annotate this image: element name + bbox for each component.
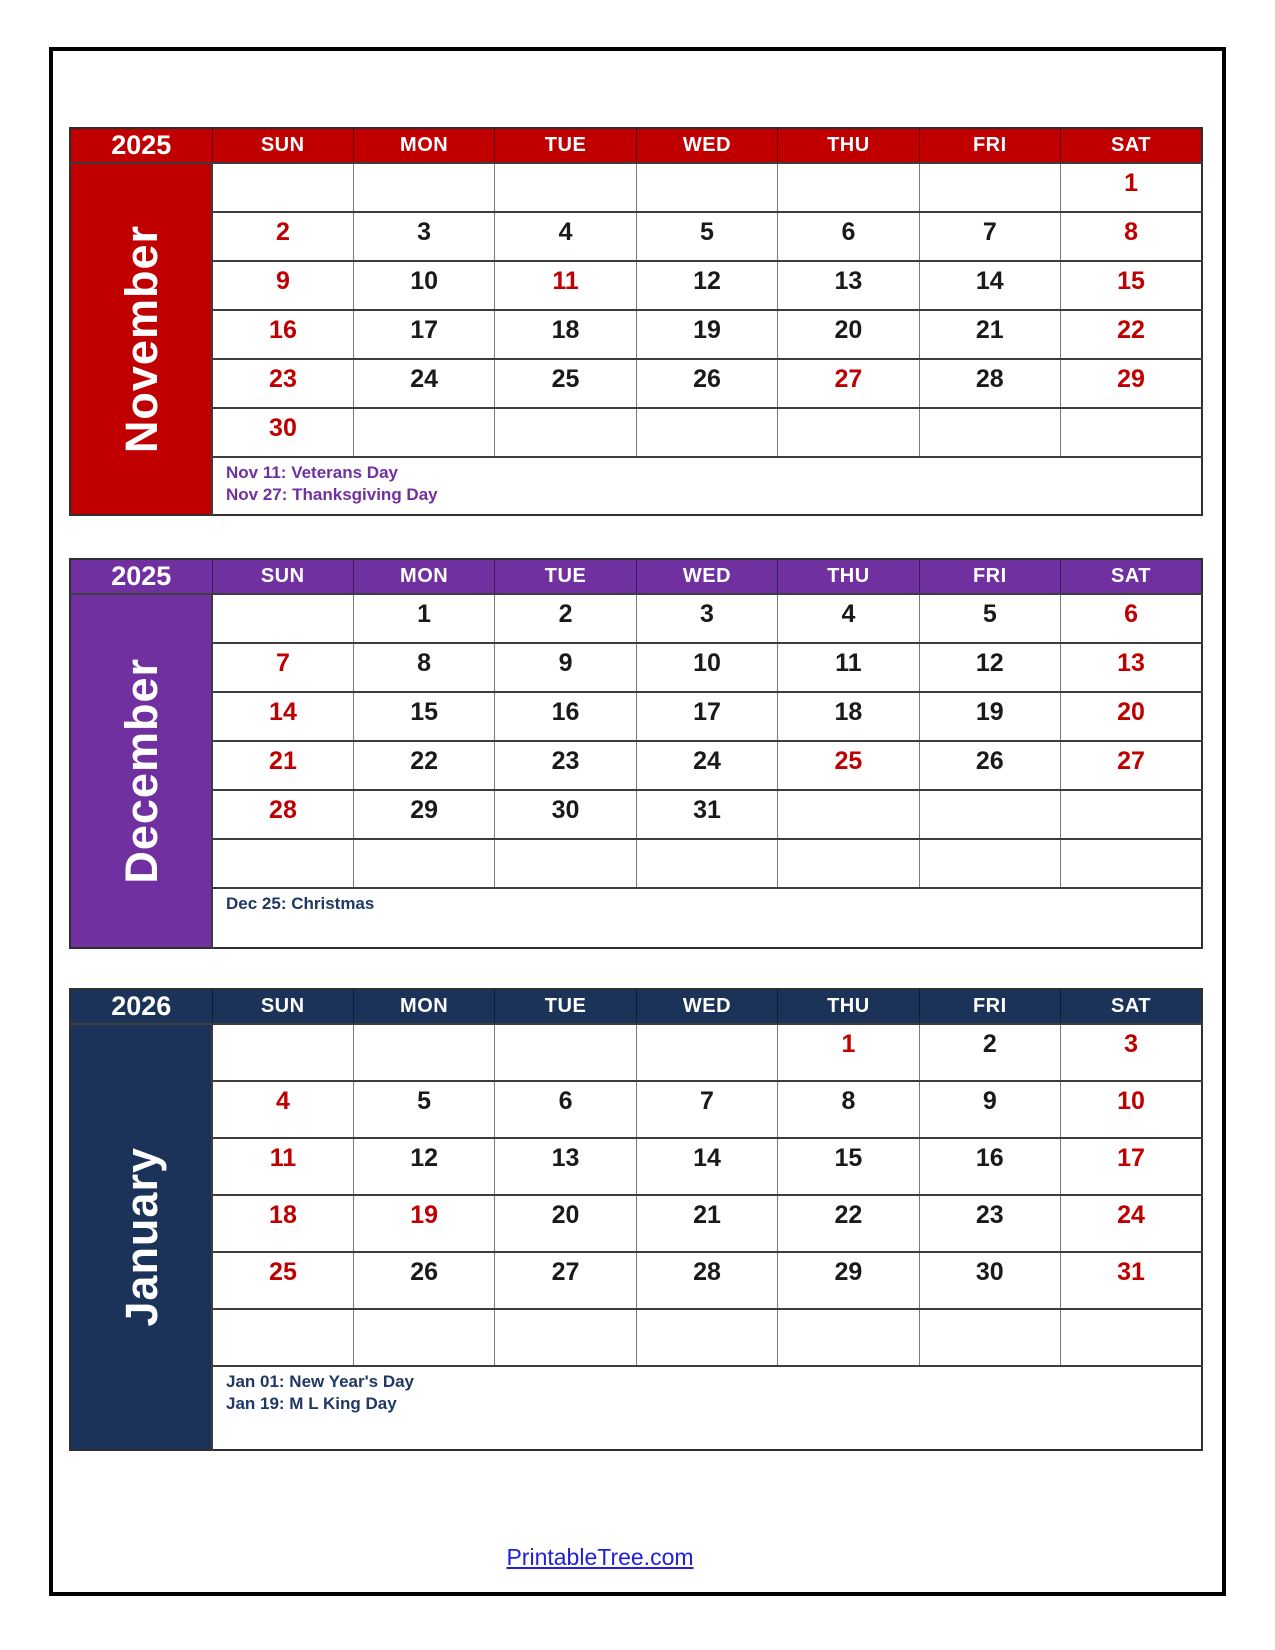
day-cell-12: 12	[919, 643, 1060, 692]
day-cell-21: 21	[919, 310, 1060, 359]
day-cell-28: 28	[919, 359, 1060, 408]
day-cell-30: 30	[495, 790, 636, 839]
weekday-header-mon: MON	[353, 989, 494, 1024]
day-cell-14: 14	[919, 261, 1060, 310]
day-cell-18: 18	[212, 1195, 353, 1252]
week-row	[70, 359, 1202, 408]
day-cell-17: 17	[1061, 1138, 1202, 1195]
day-cell-29: 29	[778, 1252, 919, 1309]
month-name-column-november-2025	[70, 163, 212, 515]
week-row	[70, 1081, 1202, 1138]
week-row	[70, 310, 1202, 359]
day-cell-13: 13	[495, 1138, 636, 1195]
day-cell-28: 28	[212, 790, 353, 839]
day-cell-6: 6	[778, 212, 919, 261]
day-cell-3: 3	[1061, 1024, 1202, 1081]
day-cell-15: 15	[778, 1138, 919, 1195]
day-cell-20: 20	[1061, 692, 1202, 741]
printabletree-link[interactable]: PrintableTree.com	[506, 1544, 694, 1570]
week-row	[70, 594, 1202, 643]
day-cell-empty	[1061, 790, 1202, 839]
day-cell-21: 21	[212, 741, 353, 790]
day-cell-19: 19	[919, 692, 1060, 741]
day-cell-19: 19	[353, 1195, 494, 1252]
day-cell-empty	[212, 594, 353, 643]
weekday-header-sun: SUN	[212, 559, 353, 594]
day-cell-10: 10	[636, 643, 777, 692]
day-cell-29: 29	[1061, 359, 1202, 408]
day-cell-17: 17	[636, 692, 777, 741]
week-row	[70, 1252, 1202, 1309]
holiday-line: Dec 25: Christmas	[226, 894, 375, 913]
day-cell-empty	[919, 163, 1060, 212]
day-cell-4: 4	[778, 594, 919, 643]
day-cell-14: 14	[636, 1138, 777, 1195]
weekday-header-sat: SAT	[1061, 989, 1202, 1024]
weekday-header-sat: SAT	[1061, 128, 1202, 163]
day-cell-11: 11	[495, 261, 636, 310]
weekday-header-sun: SUN	[212, 989, 353, 1024]
day-cell-2: 2	[495, 594, 636, 643]
day-cell-16: 16	[495, 692, 636, 741]
day-cell-empty	[495, 163, 636, 212]
day-cell-10: 10	[1061, 1081, 1202, 1138]
day-cell-empty	[778, 839, 919, 888]
day-cell-empty	[636, 839, 777, 888]
day-cell-6: 6	[1061, 594, 1202, 643]
day-cell-7: 7	[636, 1081, 777, 1138]
day-cell-8: 8	[778, 1081, 919, 1138]
day-cell-9: 9	[212, 261, 353, 310]
day-cell-27: 27	[1061, 741, 1202, 790]
month-name-vertical: December	[115, 658, 167, 884]
day-cell-9: 9	[919, 1081, 1060, 1138]
day-cell-empty	[1061, 1309, 1202, 1366]
day-cell-empty	[919, 839, 1060, 888]
day-cell-empty	[212, 1309, 353, 1366]
day-cell-empty	[495, 408, 636, 457]
day-cell-empty	[636, 1024, 777, 1081]
day-cell-26: 26	[919, 741, 1060, 790]
day-cell-20: 20	[495, 1195, 636, 1252]
day-cell-30: 30	[212, 408, 353, 457]
day-cell-15: 15	[353, 692, 494, 741]
day-cell-18: 18	[495, 310, 636, 359]
day-cell-10: 10	[353, 261, 494, 310]
week-row	[70, 643, 1202, 692]
weekday-header-wed: WED	[636, 989, 777, 1024]
holiday-line: Jan 19: M L King Day	[226, 1394, 397, 1414]
day-cell-20: 20	[778, 310, 919, 359]
holidays-note-january-2026	[212, 1366, 1202, 1450]
day-cell-12: 12	[353, 1138, 494, 1195]
day-cell-7: 7	[919, 212, 1060, 261]
day-cell-2: 2	[919, 1024, 1060, 1081]
day-cell-25: 25	[212, 1252, 353, 1309]
day-cell-16: 16	[212, 310, 353, 359]
day-cell-empty	[495, 1309, 636, 1366]
day-cell-empty	[778, 408, 919, 457]
day-cell-5: 5	[919, 594, 1060, 643]
day-cell-empty	[636, 408, 777, 457]
year-label-january-2026: 2026	[70, 989, 212, 1024]
week-row	[70, 1138, 1202, 1195]
day-cell-2: 2	[212, 212, 353, 261]
weekday-header-fri: FRI	[919, 128, 1060, 163]
week-row	[70, 692, 1202, 741]
day-cell-empty	[636, 163, 777, 212]
day-cell-30: 30	[919, 1252, 1060, 1309]
weekday-header-thu: THU	[778, 989, 919, 1024]
month-name-vertical: January	[115, 1147, 167, 1327]
day-cell-22: 22	[353, 741, 494, 790]
month-name-vertical: November	[115, 224, 167, 454]
day-cell-empty	[636, 1309, 777, 1366]
weekday-header-fri: FRI	[919, 559, 1060, 594]
day-cell-17: 17	[353, 310, 494, 359]
day-cell-9: 9	[495, 643, 636, 692]
day-cell-empty	[919, 790, 1060, 839]
day-cell-empty	[778, 790, 919, 839]
footer	[0, 1544, 1200, 1571]
week-row	[70, 1309, 1202, 1366]
day-cell-18: 18	[778, 692, 919, 741]
holidays-note-november-2025	[212, 457, 1202, 515]
day-cell-27: 27	[495, 1252, 636, 1309]
day-cell-24: 24	[636, 741, 777, 790]
day-cell-11: 11	[778, 643, 919, 692]
day-cell-empty	[919, 408, 1060, 457]
day-cell-26: 26	[636, 359, 777, 408]
day-cell-23: 23	[495, 741, 636, 790]
year-label-november-2025: 2025	[70, 128, 212, 163]
day-cell-27: 27	[778, 359, 919, 408]
week-row	[70, 163, 1202, 212]
weekday-header-thu: THU	[778, 128, 919, 163]
week-row	[70, 261, 1202, 310]
day-cell-29: 29	[353, 790, 494, 839]
day-cell-13: 13	[1061, 643, 1202, 692]
day-cell-empty	[495, 839, 636, 888]
holiday-line: Jan 01: New Year's Day	[226, 1372, 415, 1391]
calendar-december-2025	[69, 558, 1203, 949]
holiday-line: Nov 11: Veterans Day	[226, 463, 398, 482]
calendar-january-2026	[69, 988, 1203, 1451]
day-cell-14: 14	[212, 692, 353, 741]
weekday-header-sun: SUN	[212, 128, 353, 163]
week-row	[70, 839, 1202, 888]
day-cell-31: 31	[1061, 1252, 1202, 1309]
week-row	[70, 408, 1202, 457]
weekday-header-mon: MON	[353, 128, 494, 163]
day-cell-5: 5	[636, 212, 777, 261]
day-cell-empty	[353, 839, 494, 888]
day-cell-8: 8	[1061, 212, 1202, 261]
week-row	[70, 790, 1202, 839]
day-cell-28: 28	[636, 1252, 777, 1309]
calendar-november-2025	[69, 127, 1203, 516]
day-cell-23: 23	[212, 359, 353, 408]
day-cell-empty	[919, 1309, 1060, 1366]
year-label-december-2025: 2025	[70, 559, 212, 594]
day-cell-8: 8	[353, 643, 494, 692]
day-cell-11: 11	[212, 1138, 353, 1195]
day-cell-25: 25	[495, 359, 636, 408]
day-cell-7: 7	[212, 643, 353, 692]
weekday-header-thu: THU	[778, 559, 919, 594]
day-cell-4: 4	[495, 212, 636, 261]
weekday-header-tue: TUE	[495, 128, 636, 163]
weekday-header-mon: MON	[353, 559, 494, 594]
day-cell-empty	[212, 1024, 353, 1081]
day-cell-1: 1	[353, 594, 494, 643]
day-cell-24: 24	[353, 359, 494, 408]
day-cell-1: 1	[1061, 163, 1202, 212]
weekday-header-fri: FRI	[919, 989, 1060, 1024]
day-cell-empty	[212, 839, 353, 888]
weekday-header-tue: TUE	[495, 989, 636, 1024]
holidays-note-december-2025	[212, 888, 1202, 948]
day-cell-31: 31	[636, 790, 777, 839]
day-cell-23: 23	[919, 1195, 1060, 1252]
day-cell-empty	[1061, 408, 1202, 457]
weekday-header-tue: TUE	[495, 559, 636, 594]
day-cell-empty	[353, 408, 494, 457]
weekday-header-sat: SAT	[1061, 559, 1202, 594]
weekday-header-wed: WED	[636, 128, 777, 163]
day-cell-22: 22	[1061, 310, 1202, 359]
week-row	[70, 1195, 1202, 1252]
week-row	[70, 741, 1202, 790]
day-cell-empty	[353, 1309, 494, 1366]
day-cell-25: 25	[778, 741, 919, 790]
weekday-header-wed: WED	[636, 559, 777, 594]
day-cell-3: 3	[353, 212, 494, 261]
day-cell-26: 26	[353, 1252, 494, 1309]
day-cell-empty	[778, 1309, 919, 1366]
day-cell-13: 13	[778, 261, 919, 310]
day-cell-21: 21	[636, 1195, 777, 1252]
day-cell-6: 6	[495, 1081, 636, 1138]
day-cell-22: 22	[778, 1195, 919, 1252]
day-cell-24: 24	[1061, 1195, 1202, 1252]
week-row	[70, 1024, 1202, 1081]
month-name-column-january-2026	[70, 1024, 212, 1450]
day-cell-empty	[353, 1024, 494, 1081]
day-cell-empty	[1061, 839, 1202, 888]
day-cell-5: 5	[353, 1081, 494, 1138]
day-cell-empty	[353, 163, 494, 212]
day-cell-empty	[778, 163, 919, 212]
month-name-column-december-2025	[70, 594, 212, 948]
day-cell-4: 4	[212, 1081, 353, 1138]
day-cell-19: 19	[636, 310, 777, 359]
day-cell-empty	[495, 1024, 636, 1081]
day-cell-3: 3	[636, 594, 777, 643]
day-cell-empty	[212, 163, 353, 212]
holiday-line: Nov 27: Thanksgiving Day	[226, 485, 438, 505]
day-cell-16: 16	[919, 1138, 1060, 1195]
day-cell-12: 12	[636, 261, 777, 310]
week-row	[70, 212, 1202, 261]
day-cell-1: 1	[778, 1024, 919, 1081]
day-cell-15: 15	[1061, 261, 1202, 310]
